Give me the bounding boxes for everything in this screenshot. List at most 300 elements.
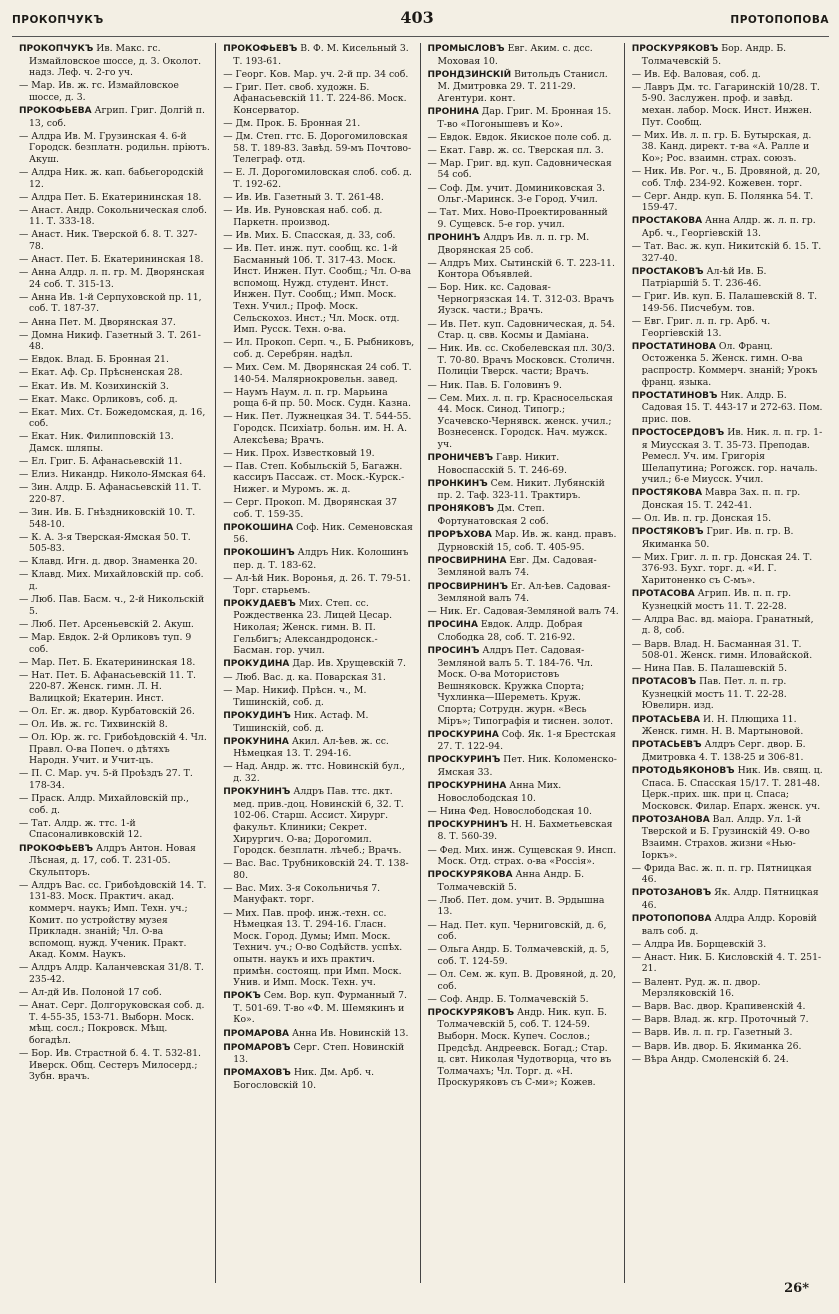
entry-text: Григ. Ив. куп. Б. Палашевскій 8. Т. 149-56. Писчебум. тов.: [641, 291, 818, 314]
entry-surname-head: [426, 869, 619, 893]
entry-text: Ол. Ив. п. гр. Донская 15.: [644, 513, 772, 525]
entry-surname: ПРОСТАКОВЪ: [631, 266, 704, 277]
entry-sub: [17, 367, 210, 379]
entry-sub: [17, 354, 210, 366]
entry-text: Мих. Ив. л. п. гр. Б. Бутырская, д. 38. Канд. директ. т-ва «А. Ралле и Ко»; Рос. взаимн. страх. союзъ.: [641, 129, 812, 164]
entry-sub: [17, 292, 210, 315]
entry-surname: ПРОСВИРНИНЪ: [427, 581, 508, 592]
entry-surname-head: [630, 215, 824, 239]
entry-sub: [17, 407, 210, 430]
entry-text: Алдра Алдр. Коровій валъ соб. д.: [641, 913, 817, 937]
entry-text: Мар. Ив. ж. гс. Измайловское шоссе, д. 3.: [29, 80, 179, 103]
entry-surname-head: [630, 739, 824, 763]
entry-text: Ив. Пет. инж. пут. сообщ. кс. 1-й Басманный 10б. Т. 317-43. Моск. Инст. Инжен. Пут. Сообщ.; Чл. О-ва вспомощ. Нужд. студент. Инст. Инжен. Пут. Сообщ.; Имп. Моск. Техн. Учил.; Проф. Моск. Сельскохоз. Инст.; Чл. Моск. отд. Имп. Русск. Техн. о-ва.: [233, 243, 412, 336]
entry-text: Алдръ Ник. Колошинъ пер. д. Т. 183-62.: [233, 547, 409, 571]
entry-sub: [221, 205, 414, 228]
entry-text: Ал-ѣй Ив. Б. Патріаршій 5. Т. 236-46.: [641, 265, 767, 290]
entry-surname: ПРОКОФЬЕВА: [19, 105, 92, 116]
entry-text: Георг. Ков. Мар. уч. 2-й пр. 34 соб.: [235, 68, 409, 80]
entry-text: Ник. Ив. Рог. ч., Б. Дровяной, д. 20, соб. Тлф. 234-92. Кожевен. торг.: [641, 165, 821, 189]
entry-sub: [426, 319, 619, 342]
entry-sub: [630, 952, 824, 975]
entry-text: Григ. Пет. своб. художн. Б. Афанасьевскій 11. Т. 224-86. Моск. Консерватор.: [233, 81, 407, 116]
entry-sub: [221, 411, 414, 446]
entry-text: Мар. Григ. вд. куп. Садовническая 54 соб.: [437, 157, 612, 181]
entry-sub: [221, 337, 414, 360]
entry-text: Пав. Пет. л. п. гр. Кузнецкій мостъ 11. Т. 22-28. Ювелирн. изд.: [641, 676, 787, 712]
entry-text: Екат. Макс. Орликовъ, соб. д.: [31, 393, 178, 405]
entry-text: Ол. Ег. ж. двор. Курбатовскій 26.: [31, 705, 195, 717]
entry-sub: [630, 552, 824, 587]
entry-surname: ПРОКОШИНА: [223, 522, 294, 533]
entry-text: Екат. Аф. Ср. Прѣсненская 28.: [31, 367, 183, 379]
entry-surname-head: [426, 754, 619, 778]
entry-sub: [630, 1027, 824, 1039]
entry-sub: [17, 532, 210, 555]
entry-sub: [630, 977, 824, 1000]
entry-text: Люб. Пет. дом. учит. В. Эрдышна 13.: [437, 894, 605, 918]
entry-surname: ПРОНИНЪ: [427, 232, 481, 243]
entry-text: Ник. Пав. Б. Головинъ 9.: [439, 379, 562, 391]
entry-text: Над. Андр. ж. ттс. Новинскій бул., д. 32.: [233, 761, 405, 785]
entry-sub: [426, 920, 619, 943]
entry-surname: ПРОКОФЬЕВЪ: [19, 843, 94, 854]
entry-surname-head: [630, 43, 824, 67]
entry-text: Евдок. Влад. Б. Бронная 21.: [31, 354, 169, 366]
entry-surname-head: [17, 43, 210, 79]
entry-surname-head: [426, 106, 619, 130]
entry-surname: ПРОНДЗИНСКІЙ: [427, 69, 512, 80]
entry-text: Ив. Ив. Газетный 3. Т. 261-48.: [235, 192, 384, 204]
header-right-name: ПРОТОПОПОВА: [730, 14, 829, 26]
entry-sub: [426, 994, 619, 1006]
entry-text: Евг. Дм. Садовая-Земляной валъ 74.: [437, 554, 597, 579]
entry-sub: [221, 685, 414, 708]
entry-text: Сем. Вор. куп. Фурманный 7. Т. 501-69. Т-во «Ф. М. Шемякинъ и Ко».: [233, 990, 407, 1026]
column-3: [421, 43, 625, 1283]
entry-text: Алдръ Мих. Сытинскій 6. Т. 223-11. Контора Объявлей.: [437, 257, 615, 281]
entry-text: Мавра Зах. п. п. гр. Донская 15. Т. 242-41.: [641, 487, 801, 511]
entry-sub: [17, 632, 210, 655]
entry-text: Домна Никиф. Газетный 3. Т. 261-48.: [29, 329, 201, 353]
entry-sub: [17, 670, 210, 705]
entry-surname-head: [426, 43, 619, 67]
entry-surname-head: [630, 390, 824, 426]
entry-text: Мих. Степ. сс. Рождественка 23. Лицей Цесар. Николая; Женск. гимн. В. П. Гельбигъ; Александродонск.-Басман. гор. учил.: [233, 597, 393, 657]
entry-sub: [221, 167, 414, 190]
entry-text: Алдра Ив. Борщевскій 3.: [644, 938, 767, 950]
entry-sub: [630, 166, 824, 189]
entry-surname: ПРОСКУРЯКОВЪ: [427, 1007, 515, 1018]
entry-surname: ПРОТОЗАНОВЪ: [631, 888, 712, 899]
entry-surname: ПРОТАСОВА: [631, 589, 695, 600]
entry-sub: [426, 132, 619, 144]
entry-text: Мих. Сем. М. Дворянская 24 соб. Т. 140-54. Малярнокровельн. завед.: [233, 361, 412, 385]
entry-text: Ив. Макс. гс. Измайловское шоссе, д. 3. Околот. надз. Леф. ч. 2-го уч.: [29, 43, 202, 79]
entry-surname-head: [221, 547, 414, 571]
entry-sub: [221, 883, 414, 906]
entry-text: Мар. Пет. Б. Екатерининская 18.: [31, 656, 196, 668]
entry-sub: [221, 243, 414, 336]
entry-sub: [17, 205, 210, 228]
entry-sub: [17, 317, 210, 329]
entry-sub: [426, 183, 619, 206]
entry-text: Варв. Ив. л. п. гр. Газетный 3.: [644, 1027, 793, 1039]
entry-sub: [630, 130, 824, 165]
entry-text: Дм. Степ. гтс. Б. Дорогомиловская 58. Т. 189-83. Завѣд. 59-мъ Почтово-Телеграф. отд.: [233, 131, 412, 166]
entry-surname-head: [426, 780, 619, 804]
entry-surname-head: [426, 1007, 619, 1089]
entry-surname: ПРОРѢХОВА: [427, 530, 492, 541]
entry-sub: [221, 192, 414, 204]
entry-text: Анаст. Ник. Тверской б. 8. Т. 327-78.: [29, 229, 198, 252]
entry-sub: [630, 316, 824, 339]
entry-sub: [630, 1041, 824, 1053]
entry-surname: ПРОМАРОВЪ: [223, 1042, 291, 1053]
entry-surname: ПРОНКИНЪ: [427, 478, 488, 489]
entry-text: К. А. 3-я Тверская-Ямская 50. Т. 505-83.: [29, 531, 191, 555]
entry-sub: [221, 672, 414, 684]
entry-surname: ПРОСВИРНИНА: [427, 555, 507, 566]
entry-sub: [17, 394, 210, 406]
entry-sub: [630, 939, 824, 951]
entry-surname-head: [426, 478, 619, 502]
entry-text: Анат. Серг. Долгоруковская соб. д. Т. 4-55-35, 153-71. Выборн. Моск. мѣщ. сосл.; Покровск. Мѣщ. богадѣл.: [29, 1000, 205, 1046]
entry-text: Ник. Ив. сс. Скобелевская пл. 30/3. Т. 70-80. Врачъ Московск. Столичн. Полиціи Тверск. части; Врачъ.: [437, 343, 615, 378]
entry-text: Ег. Ал-ѣев. Садовая-Земляной валъ 74.: [437, 580, 611, 605]
entry-text: Мих. Пав. проф. инж.-техн. сс. Нѣмецкая 13. Т. 294-16. Гласн. Моск. Город. Думы; Имп. Моск. Технич. уч.; О-во Содѣйств. успѣх. опытн. наукъ и ихъ практич. примѣн. состоящ. при Имп. Моск. Унив. и Имп. Моск. Техн. уч.: [233, 907, 403, 989]
entry-surname: ПРОСТЯКОВЪ: [631, 527, 704, 538]
entry-sub: [221, 497, 414, 520]
entry-surname-head: [426, 555, 619, 579]
entry-text: Дар. Григ. М. Бронная 15. Т-во «Погонышевъ и Ко».: [437, 105, 612, 130]
entry-surname-head: [630, 427, 824, 486]
entry-text: Над. Пет. куп. Черниговскій, д. 6, соб.: [437, 919, 607, 943]
entry-text: Валент. Руд. ж. п. двор. Мерзляковскій 16.: [641, 976, 761, 1000]
entry-text: Соф. Ник. Семеновская 56.: [233, 521, 413, 546]
entry-sub: [630, 1001, 824, 1013]
entry-surname: ПРОМАХОВЪ: [223, 1068, 291, 1079]
entry-sub: [17, 482, 210, 505]
entry-surname-head: [17, 105, 210, 129]
entry-text: Дар. Ив. Хрущевскій 7.: [289, 658, 406, 670]
entry-surname-head: [221, 43, 414, 67]
entry-text: Зин. Алдр. Б. Афанасьевскій 11. Т. 220-87.: [29, 482, 202, 505]
entry-text: Бор. Ив. Страстной б. 4. Т. 532-81. Иверск. Общ. Сестеръ Милосерд.; Зубн. врачъ.: [29, 1048, 201, 1083]
entry-sub: [426, 380, 619, 392]
entry-text: Елиз. Никандр. Николо-Ямская 64.: [31, 469, 206, 481]
entry-sub: [17, 793, 210, 816]
entry-text: Григ. Ив. п. гр. В. Якиманка 50.: [641, 526, 794, 550]
entry-surname-head: [221, 658, 414, 671]
entry-sub: [17, 619, 210, 631]
entry-text: Серг. Прокоп. М. Дворянская 37 соб. Т. 159-35.: [233, 496, 398, 520]
entry-text: Мар. Ив. ж. канд. правъ. Дурновскій 15, соб. Т. 405-95.: [437, 529, 617, 553]
entry-text: Анна Мих. Новослободская 10.: [437, 780, 562, 804]
entry-sub: [630, 241, 824, 264]
entry-sub: [17, 192, 210, 204]
entry-text: Евг. Аким. с. дсс. Моховая 10.: [437, 43, 593, 67]
entry-surname: ПРОСТЯКОВА: [631, 488, 703, 499]
entry-sub: [426, 393, 619, 451]
entry-sub: [17, 229, 210, 252]
entry-text: Витольдъ Станисл. М. Дмитровка 29. Т. 211-29. Агентури. конт.: [437, 68, 608, 104]
entry-sub: [17, 381, 210, 393]
entry-text: Ник. Алдр. Б. Садовая 15. Т. 443-17 и 272-63. Пом. прис. пов.: [641, 389, 823, 425]
entry-text: Сем. Никит. Лубянскій пр. 2. Таф. 323-11. Трактиръ.: [437, 477, 605, 502]
entry-surname: ПРОСКУРИНЪ: [427, 755, 501, 766]
entry-sub: [17, 431, 210, 454]
entry-text: Клавд. Мих. Михайловскій пр. соб. д.: [29, 569, 204, 593]
entry-sub: [426, 158, 619, 181]
entry-sub: [17, 267, 210, 290]
entry-surname: ПРОНИЧЕВЪ: [427, 453, 494, 464]
entry-text: Алдръ Антон. Новая Лѣсная, д. 17, соб. Т. 231-05. Скульпторъ.: [29, 842, 196, 878]
entry-text: Ив. Ник. л. п. гр. 1-я Миусская 3. Т. 35-73. Преподав. Ремесл. Уч. им. Григорія Шелапутина; Рогожск. гор. началь. учил.; 6-е Миусск. Учил.: [641, 426, 823, 486]
entry-surname-head: [426, 729, 619, 753]
entry-sub: [17, 1048, 210, 1083]
entry-sub: [17, 706, 210, 718]
entry-text: Серг. Степ. Новинскій 13.: [233, 1041, 405, 1066]
entry-text: Вал. Алдр. Ул. 1-й Тверской и Б. Грузинскій 49. О-во Взаимн. Страхов. жизни «Нью-Іоркъ».: [641, 813, 810, 861]
entry-text: Варв. Влад. Н. Басманная 31. Т. 508-01. Женск. гимн. Иловайской.: [641, 638, 813, 662]
entry-text: Бор. Ник. кс. Садовая-Черногрязская 14. Т. 312-03. Врачъ Яузск. части.; Врачъ.: [437, 282, 614, 317]
entry-text: Люб. Вас. д. ка. Поварская 31.: [235, 672, 386, 684]
entry-text: Тат. Алдр. ж. ттс. 1-й Спасоналивковскій 12.: [29, 817, 143, 841]
entry-sub: [426, 145, 619, 157]
entry-text: Мих. Григ. л. п. гр. Донская 24. Т. 376-93. Бухг. торг. д. «И. Г. Харитоненко съ С-мъ».: [641, 551, 813, 587]
entry-surname: ПРОСТОСЕРДОВЪ: [631, 427, 725, 438]
entry-sub: [17, 987, 210, 999]
entry-text: Н. Н. Бахметьевская 8. Т. 560-39.: [437, 818, 613, 843]
entry-text: Ел. Григ. Б. Афанасьевскій 11.: [31, 456, 183, 468]
entry-text: Тат. Мих. Ново-Проектированный 9. Сущевск. 5-е гор. учил.: [437, 207, 608, 230]
entry-surname: ПРОКУДАЕВЪ: [223, 598, 296, 609]
entry-surname: ПРОТОПОПОВА: [631, 914, 712, 925]
entry-text: Евдок. Евдок. Якиское поле соб. д.: [439, 131, 612, 143]
entry-sub: [221, 69, 414, 81]
entry-text: Алдръ Вас. сс. Грибоѣдовскій 14. Т. 131-83. Моск. Практич. акад. коммерч. наукъ; Имп. Техн. уч.; Комит. по устройству музея Прикладн. знаній; Чл. О-ва вспомощ. нужд. Ученик. Практ. Акад. Комм. Наукъ.: [29, 879, 207, 961]
entry-sub: [630, 82, 824, 128]
entry-text: Вѣра Андр. Смоленскій б. 24.: [644, 1053, 789, 1065]
column-4: [625, 43, 829, 1283]
entry-sub: [630, 614, 824, 637]
entry-text: Агрип. Ив. п. п. гр. Кузнецкій мостъ 11. Т. 22-28.: [641, 588, 792, 612]
entry-sub: [630, 191, 824, 214]
entry-text: Анаст. Андр. Сокольническая слоб. 11. Т. 333-18.: [29, 204, 207, 228]
entry-text: Вас. Вас. Трубниковскій 24. Т. 138-80.: [233, 858, 409, 881]
entry-text: Алдръ Пав. ттс. дкт. мед. прив.-доц. Новинскій 6, 32. Т. 102-06. Старш. Ассист. Хирург. факульт. Клиники; Секрет. Хирургич. О-ва; Дорогомил. Городск. безплатн. лѣчеб.; Врачъ.: [233, 786, 404, 857]
entry-sub: [17, 818, 210, 841]
entry-sub: [221, 362, 414, 385]
entry-surname-head: [426, 503, 619, 527]
entry-text: Соф. Дм. учит. Доминиковская 3. Ольг.-Маринск. 3-е Город. Учил.: [437, 182, 606, 206]
entry-surname-head: [221, 1042, 414, 1066]
entry-surname: ПРОКЪ: [223, 991, 261, 1002]
entry-sub: [630, 1054, 824, 1066]
entry-surname: ПРОТАСЬЕВА: [631, 714, 701, 725]
entry-text: Алдра Ив. М. Грузинская 4. 6-й Городск. безплатн. родильн. пріютъ. Акуш.: [29, 130, 210, 165]
entry-surname-head: [630, 714, 824, 738]
entry-text: В. Ф. М. Кисельный 3. Т. 193-61.: [233, 43, 409, 67]
column-2: [216, 43, 420, 1283]
entry-sub: [17, 569, 210, 592]
entry-text: Ник. Ег. Садовая-Земляной валъ 74.: [439, 606, 619, 618]
entry-surname: ПРОКУДИНЪ: [223, 711, 291, 722]
entry-sub: [221, 461, 414, 496]
entry-surname-head: [221, 990, 414, 1026]
entry-text: Екат. Ив. М. Козихинскій 3.: [31, 380, 169, 392]
entry-text: Соф. Як. 1-я Брестская 27. Т. 122-94.: [437, 728, 616, 753]
entry-text: Сем. Мих. л. п. гр. Красносельская 44. Моск. Синод. Типогр.; Усачевско-Чернявск. женск. учил.; Вознесенск. Городск. Нач. мужск. уч.: [437, 392, 613, 450]
entry-surname-head: [426, 529, 619, 553]
entry-sub: [630, 663, 824, 675]
entry-text: Анна Алдр. ж. л. п. гр. Арб. ч., Георгіевскій 13.: [641, 215, 816, 239]
entry-sub: [17, 556, 210, 568]
entry-surname: ПРОКУНИНЪ: [223, 787, 291, 798]
entry-surname: ПРОКУДИНА: [223, 659, 290, 670]
entry-text: Акил. Ал-ѣев. ж. сс. Нѣмецкая 13. Т. 294-16.: [233, 735, 389, 760]
entry-text: Е. Л. Дорогомиловская слоб. соб. д. Т. 192-62.: [233, 167, 412, 191]
entry-text: Ив. Пет. куп. Садовническая, д. 54. Стар. ц. свв. Космы и Даміана.: [437, 318, 616, 342]
entry-sub: [426, 207, 619, 230]
entry-sub: [630, 291, 824, 314]
entry-surname: ПРОСТАКОВА: [631, 216, 703, 227]
entry-text: Праск. Алдр. Михайловскій пр., соб. д.: [29, 793, 189, 816]
entry-surname-head: [426, 619, 619, 643]
entry-sub: [426, 258, 619, 281]
entry-text: Евдок. Алдр. Добрая Слободка 28, соб. Т. 216-92.: [437, 619, 583, 643]
entry-sub: [17, 80, 210, 103]
entry-sub: [221, 230, 414, 242]
entry-sub: [426, 895, 619, 918]
entry-sub: [17, 456, 210, 468]
entry-surname: ПРОСКУРИНА: [427, 729, 499, 740]
column-1: [12, 43, 216, 1283]
entry-surname-head: [221, 786, 414, 857]
entry-surname-head: [426, 69, 619, 105]
entry-text: Ал-ѣй Ник. Воронья, д. 26. Т. 79-51. Торг. старьемъ.: [233, 573, 411, 596]
entry-surname-head: [630, 887, 824, 911]
entry-text: Анаст. Пет. Б. Екатерининская 18.: [31, 254, 204, 266]
entry-surname-head: [630, 526, 824, 550]
entry-sub: [221, 761, 414, 784]
entry-surname-head: [630, 487, 824, 511]
page-header: [12, 8, 829, 37]
entry-sub: [426, 806, 619, 818]
entry-text: Ник. Прох. Известковый 19.: [235, 447, 375, 459]
entry-text: Ив. Мих. Б. Спасская, д. 33, соб.: [235, 229, 396, 241]
entry-surname-head: [630, 341, 824, 388]
entry-sub: [221, 858, 414, 881]
entry-surname: ПРОСКУРНИНА: [427, 781, 507, 792]
page-number: 403: [400, 8, 434, 27]
entry-sub: [630, 69, 824, 81]
entry-text: Соф. Андр. Б. Толмачевскій 5.: [439, 993, 589, 1005]
entry-text: Ив. Еф. Валовая, соб. д.: [644, 68, 761, 80]
entry-text: Андр. Ник. куп. Б. Толмачевскій 5, соб. Т. 124-59. Выборн. Моск. Купеч. Сослов.; Предсѣд. Андреевск. Богад.; Стар. ц. свт. Николая Чудотворца, что въ Толмачахъ; Чл. Торг. д. «Н. Проскуряковъ съ С-ми»; Кожев.: [437, 1006, 612, 1089]
entry-text: Алдръ Пет. Садовая-Земляной валъ 5. Т. 184-76. Чл. Моск. О-ва Мотористовъ Вешняковск. Кружка Спорта; Чухлинка—Шереметь. Круж. Спорта; Сотрудн. журн. «Весь Міръ»; Типографія и тиснен. золот.: [437, 645, 614, 727]
entry-sub: [426, 343, 619, 378]
entry-surname: ПРОКУНИНА: [223, 736, 289, 747]
entry-text: Ив. Ив. Руновская наб. соб. д. Паркетн. производ.: [233, 205, 383, 228]
entry-surname-head: [426, 819, 619, 843]
entry-surname: ПРОСТАТИНОВЪ: [631, 390, 718, 401]
entry-text: Ол. Франц. Остоженка 5. Женск. гимн. О-ва распростр. Коммерч. знаній; Урокъ франц. языка.: [641, 340, 818, 388]
entry-text: Нат. Пет. Б. Афанасьевскій 11. Т. 220-87. Женск. гимн. Л. Н. Валицкой; Екатерин. Инст.: [29, 669, 197, 704]
entry-surname: ПРОТОЗАНОВА: [631, 814, 710, 825]
entry-text: Зин. Ив. Б. Гнѣздниковскій 10. Т. 548-10.: [29, 506, 196, 530]
entry-sub: [221, 118, 414, 130]
entry-surname: ПРОСКУРЯКОВА: [427, 870, 513, 881]
entry-text: Серг. Андр. куп. Б. Полянка 54. Т. 159-47.: [641, 190, 814, 214]
entry-text: Анаст. Ник. Б. Кисловскій 4. Т. 251-21.: [641, 951, 822, 975]
entry-sub: [426, 969, 619, 992]
entry-surname: ПРОТАСЬЕВЪ: [631, 740, 702, 751]
entry-text: Алдра Вас. вд. маіора. Гранатный, д. 8, соб.: [641, 613, 814, 637]
header-left-name: ПРОКОПЧУКЪ: [12, 14, 104, 26]
entry-text: Варв. Влад. ж. кгр. Проточный 7.: [644, 1014, 809, 1026]
entry-text: Фрида Вас. ж. п. п. гр. Пятницкая 46.: [641, 862, 812, 886]
entry-text: Як. Алдр. Пятницкая 46.: [641, 887, 819, 911]
entry-sub: [221, 82, 414, 117]
entry-text: Агрип. Григ. Долгій п. 13, соб.: [29, 104, 205, 129]
entry-sub: [17, 962, 210, 985]
entry-sub: [630, 639, 824, 662]
entry-surname-head: [221, 736, 414, 760]
entry-sub: [221, 448, 414, 460]
entry-text: Екат. Мих. Ст. Божедомская, д. 16, соб.: [29, 406, 206, 430]
entry-text: Ник. Ив. свящ. ц. Спаса. Б. Спасская 15/17. Т. 281-48. Церк.-прих. шк. при ц. Спаса; Московск. Филар. Епарх. женск. уч.: [641, 764, 823, 812]
entry-text: Люб. Пет. Арсеньевскій 2. Акуш.: [31, 618, 194, 630]
entry-sub: [426, 282, 619, 317]
entry-sub: [17, 131, 210, 166]
entry-text: Ал-дй Ив. Полоной 17 соб.: [31, 987, 162, 999]
entry-sub: [426, 606, 619, 618]
entry-surname-head: [630, 588, 824, 612]
entry-surname: ПРОНЯКОВЪ: [427, 504, 495, 515]
entry-sub: [17, 732, 210, 767]
entry-text: П. С. Мар. уч. 5-й Проѣздъ 27. Т. 178-34.: [29, 768, 193, 792]
entry-text: Алдръ Серг. двор. Б. Дмитровка 4. Т. 138-25 и 306-81.: [641, 739, 806, 763]
entry-surname: ПРОТОДЬЯКОНОВЪ: [631, 765, 735, 776]
entry-surname-head: [221, 522, 414, 546]
signature-mark: 26*: [784, 1281, 809, 1296]
entry-text: Евг. Григ. л. п. гр. Арб. ч. Георгіевскій 13.: [641, 316, 771, 339]
entry-text: Ольга Андр. Б. Толмачевскій, д. 5, соб. Т. 124-59.: [437, 944, 610, 967]
entry-surname-head: [221, 1028, 414, 1041]
entry-surname-head: [426, 452, 619, 476]
entry-text: Тат. Вас. ж. куп. Никитскій б. 15. Т. 327-40.: [641, 241, 822, 264]
entry-text: Екат. Гавр. ж. сс. Тверская пл. 3.: [439, 144, 604, 156]
entry-text: Нина Фед. Новослободская 10.: [439, 805, 592, 817]
entry-surname: ПРОНИНА: [427, 106, 479, 117]
entry-surname-head: [630, 676, 824, 712]
entry-surname: ПРОКОФЬЕВЪ: [223, 44, 298, 54]
entry-text: Ник. Пет. Лужнецкая 34. Т. 544-55. Городск. Психіатр. больн. им. Н. А. Алексѣева; Врачъ.: [233, 411, 412, 446]
entry-surname-head: [630, 913, 824, 937]
entry-surname-head: [221, 1067, 414, 1091]
entry-surname-head: [221, 710, 414, 734]
entry-sub: [17, 330, 210, 353]
entry-surname: ПРОСКУРЯКОВЪ: [631, 44, 719, 54]
entry-text: Алдръ Ив. л. п. гр. М. Дворянская 25 соб.: [437, 231, 590, 256]
entry-sub: [17, 469, 210, 481]
entry-sub: [426, 944, 619, 967]
entry-text: Ол. Сем. ж. куп. В. Дровяной, д. 20, соб.: [437, 968, 617, 992]
entry-text: Анна Пет. М. Дворянская 37.: [31, 316, 176, 328]
entry-text: Дм. Прок. Б. Бронная 21.: [235, 118, 361, 130]
